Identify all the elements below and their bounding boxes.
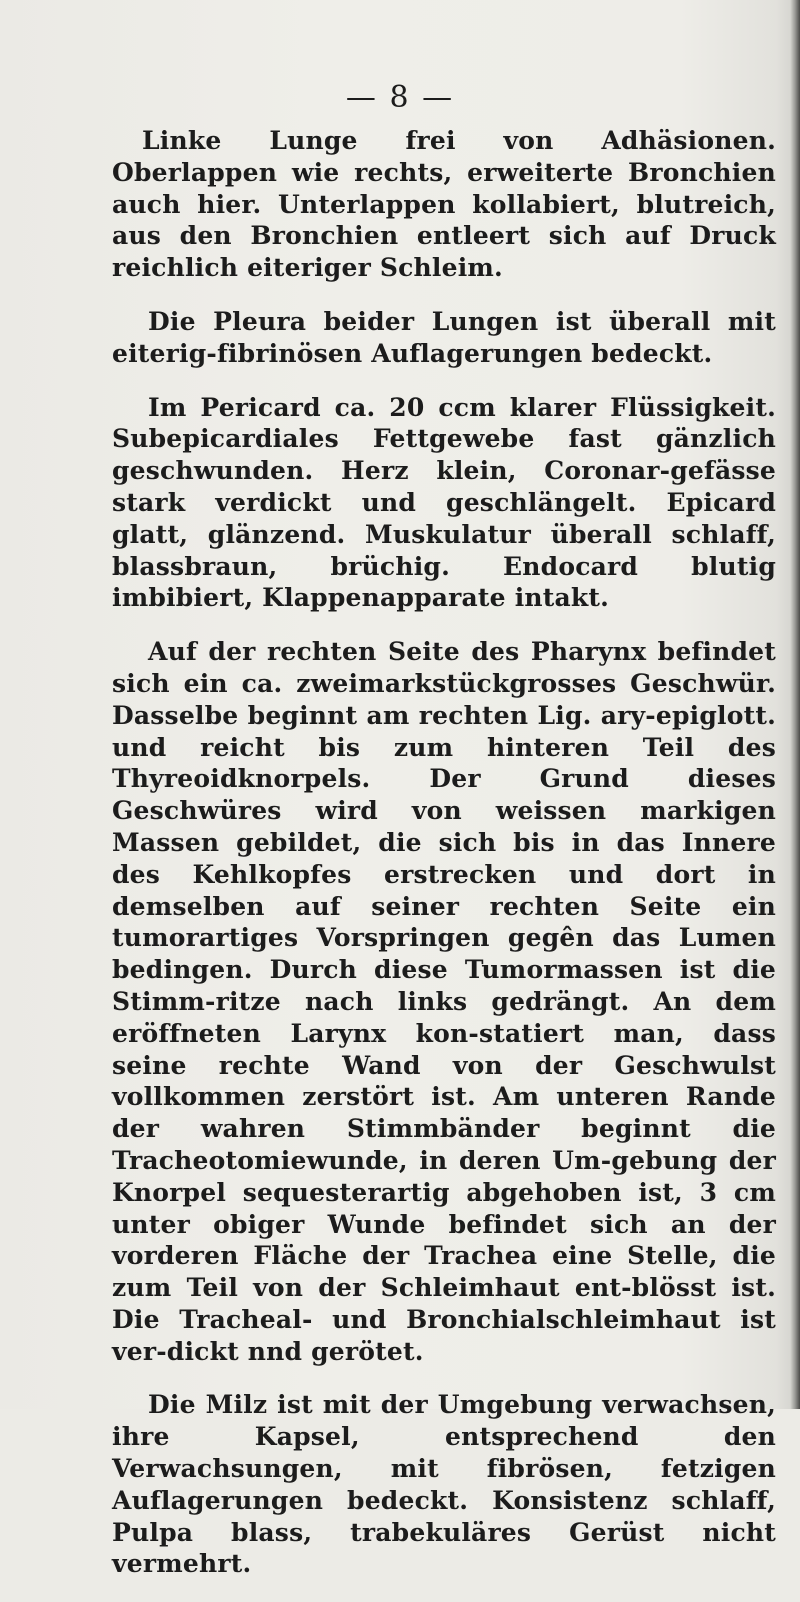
- paragraph-pleura: Die Pleura beider Lungen ist überall mit eiterig-fibrinösen Auflagerungen bedeckt.: [112, 306, 776, 368]
- page-edge-shadow: [790, 0, 800, 1409]
- paragraph-pericard: Im Pericard ca. 20 ccm klarer Flüssigkeit. Subepicardiales Fettgewebe fast gänzlich geschwunden. Herz klein, Coronar-gefässe stark verdickt und geschlängelt. Epicard glatt, glänzend. Muskulatur überall schlaff, blassbraun, brüchig. Endocard blutig imbibiert, Klappenapparate intakt.: [112, 392, 776, 613]
- paragraph-spleen: Die Milz ist mit der Umgebung verwachsen, ihre Kapsel, entsprechend den Verwachsungen, mit fibrösen, fetzigen Auflagerungen bedeckt. Konsistenz schlaff, Pulpa blass, trabekuläres Gerüst nicht vermehrt.: [112, 1390, 776, 1579]
- paragraph-left-lung: Linke Lunge frei von Adhäsionen. Oberlappen wie rechts, erweiterte Bronchien auch hier. Unterlappen kollabiert, blutreich, aus den Bronchien entleert sich auf Druck reichlich eiteriger Schleim.: [112, 126, 776, 283]
- paragraph-pharynx: Auf der rechten Seite des Pharynx befindet sich ein ca. zweimarkstückgrosses Geschwür. Dasselbe beginnt am rechten Lig. ary-epiglott. und reicht bis zum hinteren Teil des Thyreoidknorpels. Der Grund dieses Geschwüres wird von weissen markigen Massen gebildet, die sich bis in das Innere des Kehlkopfes erstrecken und dort in demselben auf seiner rechten Seite ein tumorartiges Vorspringen gegên das Lumen bedingen. Durch diese Tumormassen ist die Stimm-ritze nach links gedrängt. An dem eröffneten Larynx kon-statiert man, dass seine rechte Wand von der Geschwulst vollkommen zerstört ist. Am unteren Rande der wahren Stimmbänder beginnt die Tracheotomiewunde, in deren Um-gebung der Knorpel sequesterartig abgehoben ist, 3 cm unter obiger Wunde befindet sich an der vorderen Fläche der Trachea eine Stelle, die zum Teil von der Schleimhaut ent-blösst ist. Die Tracheal- und Bronchialschleimhaut ist ver-dickt nnd gerötet.: [112, 637, 776, 1366]
- page-number: — 8 —: [345, 80, 455, 115]
- body-text: [112, 125, 776, 1602]
